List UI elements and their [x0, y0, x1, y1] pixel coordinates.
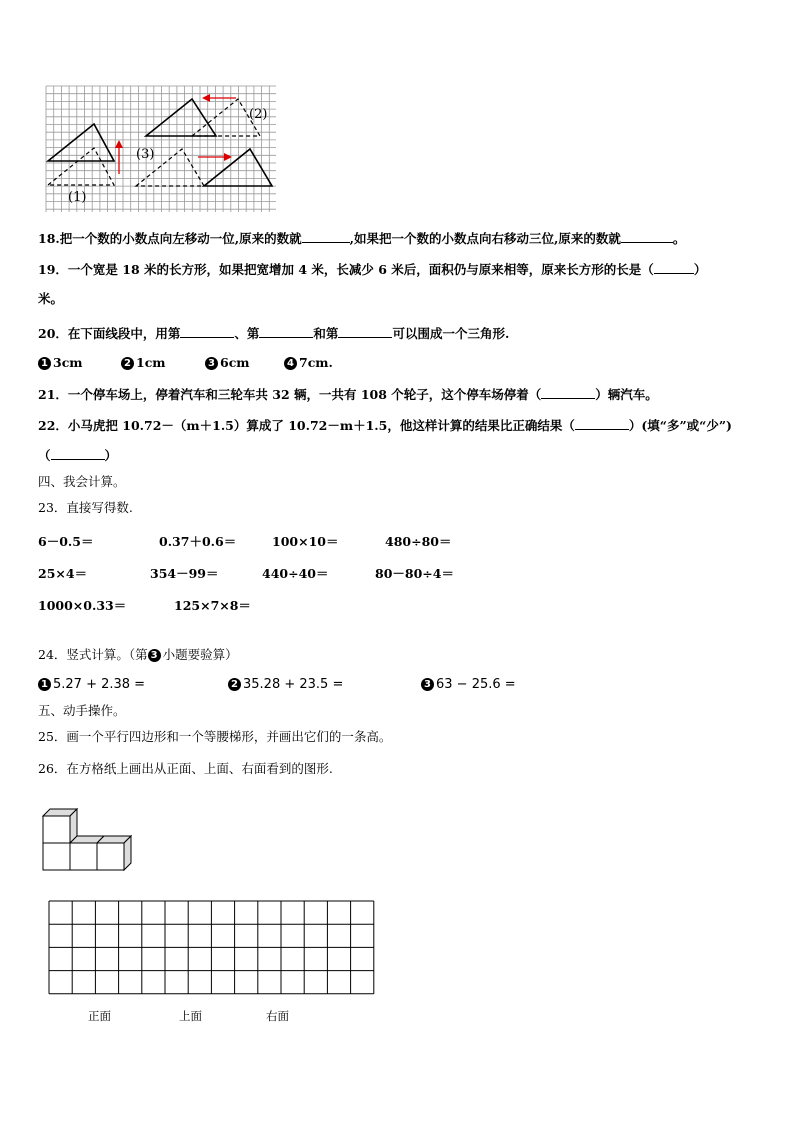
vertical-calc-expr: 35.28 + 23.5 =	[243, 677, 344, 692]
q20-blank-1[interactable]	[180, 325, 234, 338]
label-1: (1)	[68, 190, 87, 205]
q20-option-2	[121, 355, 166, 370]
q20-option-3	[205, 355, 250, 370]
q19-continuation: 米。	[38, 291, 64, 306]
question-21	[38, 386, 658, 403]
option-text: 3cm	[53, 355, 83, 370]
circled-number: 3	[421, 678, 434, 691]
calc-item: 480÷80＝	[385, 534, 452, 549]
q20-text-c: 和第	[313, 326, 339, 341]
q22-text-a: 22．小马虎把 10.72－（m＋1.5）算成了 10.72－m＋1.5，他这样计算的结果比正确结果（	[38, 418, 575, 433]
circled-number: 1	[38, 678, 51, 691]
calc-item: 0.37＋0.6＝	[159, 534, 237, 549]
q24-title-a: 24．竖式计算。（第	[38, 647, 148, 662]
vertical-calc-expr: 63 − 25.6 =	[436, 677, 516, 692]
section-4-heading: 四、我会计算。	[38, 474, 126, 489]
up-arrow-head	[115, 140, 123, 148]
q18-text-b: ,如果把一个数的小数点向右移动三位,原来的数就	[349, 231, 621, 246]
label-3: (3)	[136, 147, 155, 162]
question-20	[38, 325, 509, 342]
q24-item-1	[38, 677, 145, 692]
question-24-title	[38, 647, 238, 663]
calc-item: 125×7×8＝	[174, 598, 251, 613]
vertical-calc-expr: 5.27 + 2.38 =	[53, 677, 146, 692]
q22-blank-1[interactable]	[575, 417, 629, 430]
q18-blank-2[interactable]	[621, 230, 673, 243]
q22-blank-2[interactable]	[51, 447, 105, 460]
option-text: 7cm.	[299, 355, 333, 370]
question-26: 26．在方格纸上画出从正面、上面、右面看到的图形.	[38, 761, 333, 776]
calc-item: 440÷40＝	[262, 566, 329, 581]
q20-blank-3[interactable]	[338, 325, 392, 338]
circled-number: 4	[284, 357, 297, 370]
q21-blank[interactable]	[541, 386, 595, 399]
question-25: 25．画一个平行四边形和一个等腰梯形，并画出它们的一条高。	[38, 729, 392, 744]
q21-text-a: 21．一个停车场上，停着汽车和三轮车共 32 辆，一共有 108 个轮子，这个停车场停着（	[38, 387, 542, 402]
view-label-right: 右面	[266, 1009, 289, 1023]
question-19	[38, 261, 706, 278]
question-22	[38, 417, 732, 434]
q22-text-c: （	[38, 448, 51, 463]
q22-continuation	[38, 447, 117, 464]
q20-text-b: 、第	[234, 326, 260, 341]
q22-text-d: ）	[104, 448, 118, 463]
q20-text-a: 20．在下面线段中，用第	[38, 326, 181, 341]
q20-option-1	[38, 355, 83, 370]
question-23-title: 23．直接写得数.	[38, 500, 133, 515]
circled-number: 2	[228, 678, 241, 691]
q18-text-c: 。	[672, 231, 686, 246]
option-text: 6cm	[220, 355, 250, 370]
question-18	[38, 230, 685, 247]
calc-item: 354－99＝	[150, 566, 219, 581]
section-5-heading: 五、动手操作。	[38, 703, 126, 718]
label-2: (2)	[249, 107, 268, 122]
q22-text-b: ）(填“多”或“少”)	[628, 418, 732, 433]
circled-number: 3	[148, 649, 161, 662]
q20-option-4	[284, 355, 333, 370]
circled-number: 1	[38, 357, 51, 370]
circled-number: 3	[205, 357, 218, 370]
calc-item: 6－0.5＝	[38, 534, 94, 549]
q20-blank-2[interactable]	[259, 325, 313, 338]
calc-item: 25×4＝	[38, 566, 88, 581]
view-label-top: 上面	[179, 1009, 202, 1023]
q24-item-2	[228, 677, 343, 692]
q19-text-a: 19．一个宽是 18 米的长方形，如果把宽增加 4 米，长减少 6 米后，面积仍与原来相等，原来长方形的长是（	[38, 262, 654, 277]
view-label-front: 正面	[88, 1009, 111, 1023]
q19-blank[interactable]	[654, 261, 694, 274]
circled-number: 2	[121, 357, 134, 370]
triangle-top-solid	[146, 99, 216, 136]
option-text: 1cm	[136, 355, 166, 370]
cube-stack-figure	[40, 806, 132, 874]
q18-text-a: 18.把一个数的小数点向左移动一位,原来的数就	[38, 231, 302, 246]
answer-grid[interactable]	[49, 901, 375, 997]
left-arrow-head	[202, 94, 210, 102]
q21-text-b: ）辆汽车。	[595, 387, 658, 402]
q20-text-d: 可以围成一个三角形.	[392, 326, 510, 341]
calc-item: 1000×0.33＝	[38, 598, 127, 613]
translation-figure	[46, 86, 276, 212]
q18-blank-1[interactable]	[302, 230, 350, 243]
calc-item: 80－80÷4＝	[375, 566, 454, 581]
q19-text-b: ）	[693, 262, 707, 277]
q24-title-b: 小题要验算）	[162, 647, 238, 662]
q24-item-3	[421, 677, 516, 692]
calc-item: 100×10＝	[272, 534, 339, 549]
